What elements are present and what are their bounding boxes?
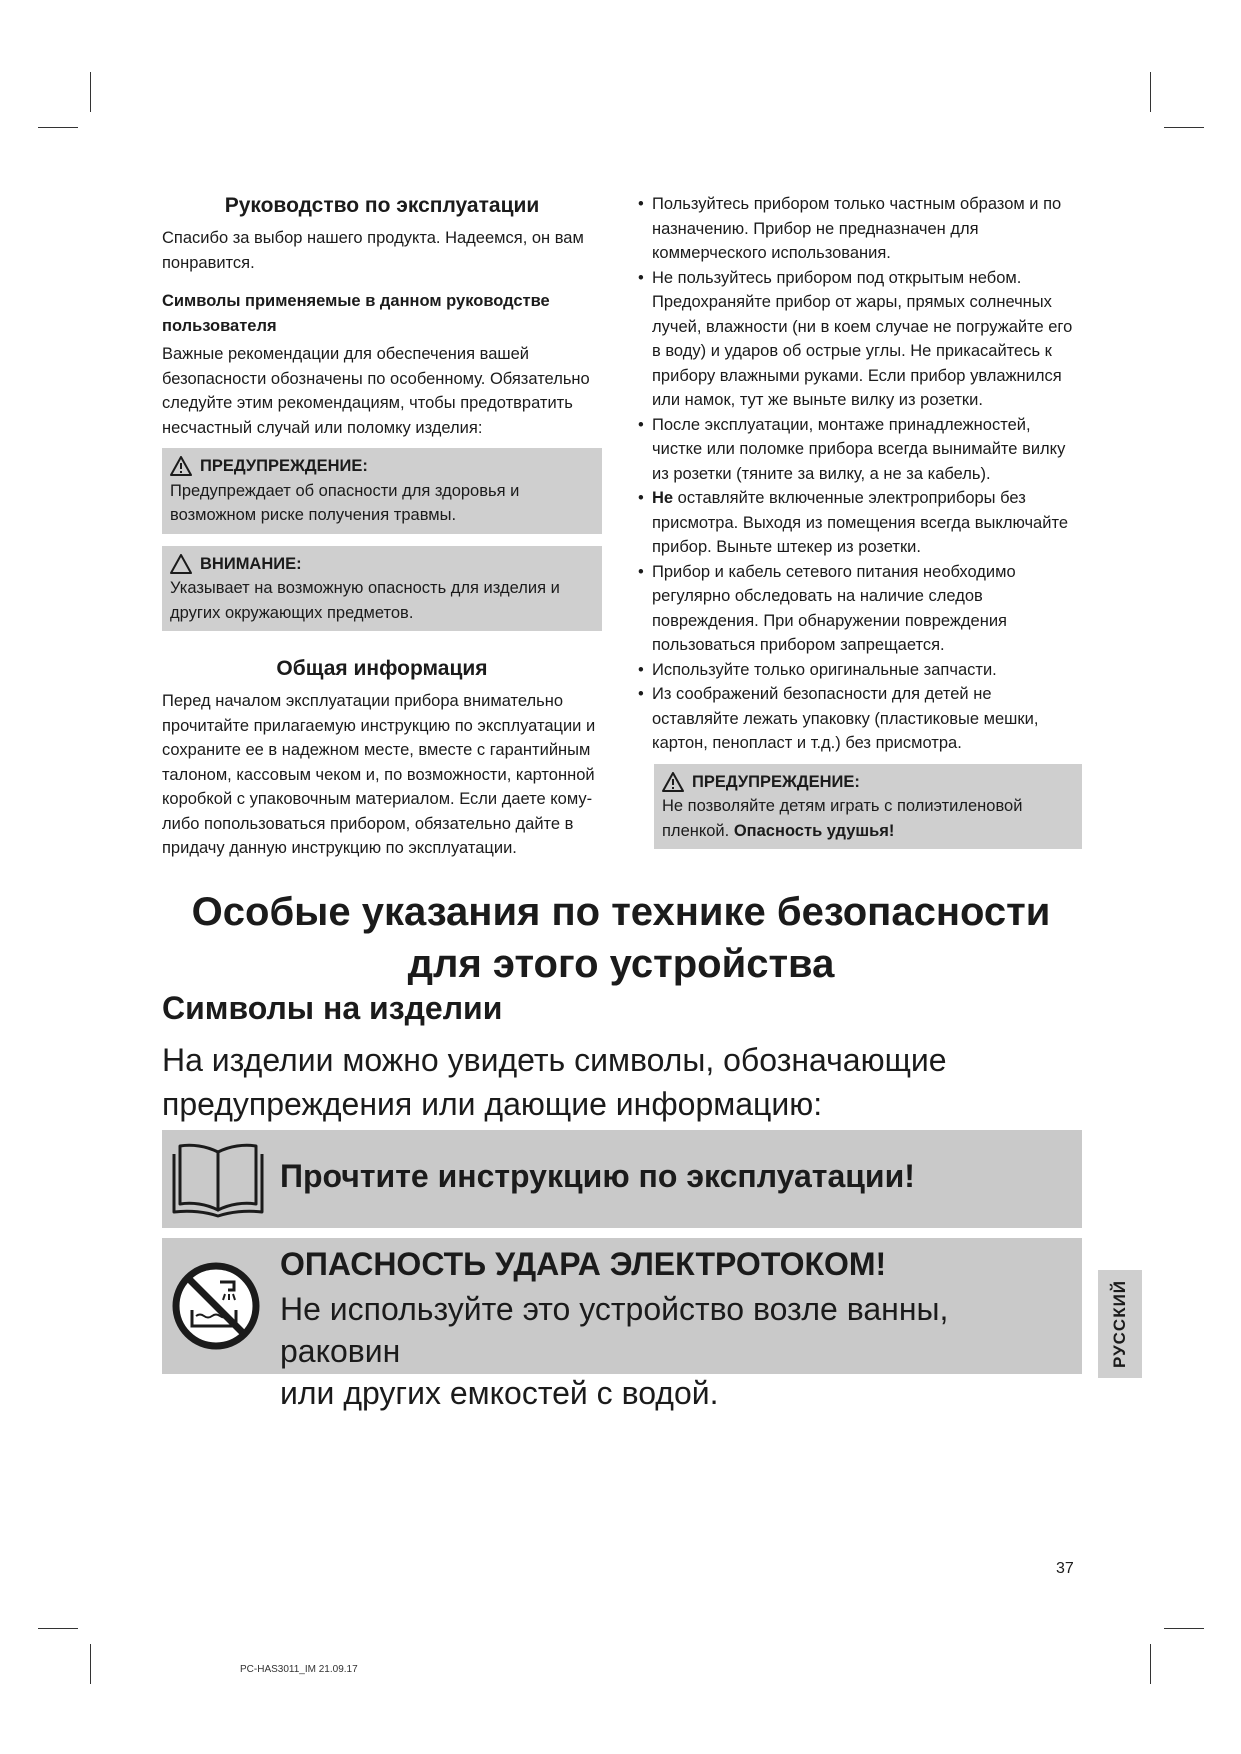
crop-mark xyxy=(90,1644,91,1684)
electric-shock-box xyxy=(162,1238,1082,1411)
warning-triangle-icon xyxy=(170,456,192,476)
manual-title: Руководство по эксплуатации xyxy=(224,194,540,217)
suffocation-warning: Опасность удушья! xyxy=(733,821,895,840)
caution-box-title xyxy=(170,552,594,577)
caution-text: Указывает на возможную опасность для изделия и других окружающих предметов. xyxy=(170,579,560,622)
child-warning-box xyxy=(654,764,1082,850)
list-item: • После эксплуатации, монтаже принадлежностей, чистке или поломке прибора всегда вынимайте вилку из розетки (тяните за вилку, а не за кабель). xyxy=(638,415,1066,483)
child-warning-text: Не позволяйте детям играть с полиэтиленовой пленкой. Опасность удушья! xyxy=(662,797,1023,840)
list-item: • Используйте только оригинальные запчасти. xyxy=(638,660,997,679)
crop-mark xyxy=(38,1628,78,1629)
language-label: РУССКИЙ xyxy=(1110,1279,1129,1369)
list-item: • Не пользуйтесь прибором под открытым небом. Предохраняйте прибор от жары, прямых солнечных лучей, влажности (ни в коем случае не погружайте его в воду) и ударов об острые углы. Не прикасайтесь к прибору влажными руками. Если прибор увлажнился или намок, тут же выньте вилку из розетки. xyxy=(638,268,1073,409)
caution-title: ВНИМАНИЕ: xyxy=(200,554,302,573)
warning-box xyxy=(162,448,602,534)
list-item: • Не оставляйте включенные электроприборы без присмотра. Выходя из помещения всегда выключайте прибор. Выньте штекер из розетки. xyxy=(638,489,1068,556)
no-water-icon xyxy=(170,1260,262,1352)
warning-box-title xyxy=(170,454,594,479)
child-warning-title-row xyxy=(662,770,1074,795)
list-item: • Из соображений безопасности для детей не оставляйте лежать упаковку (пластиковые мешки, картон, пенопласт и т.д.) без присмотра. xyxy=(638,685,1039,752)
product-symbols-text: На изделии можно увидеть символы, обозначающие предупреждения или дающие информацию: xyxy=(162,1042,947,1122)
list-item: • Прибор и кабель сетевого питания необходимо регулярно обследовать на наличие следов повреждения. При обнаружении повреждения пользоваться прибором запрещается. xyxy=(638,562,1016,654)
warning-text: Предупреждает об опасности для здоровья и возможном риске получения травмы. xyxy=(170,481,520,524)
crop-mark xyxy=(38,127,78,128)
warning-title: ПРЕДУПРЕЖДЕНИЕ: xyxy=(200,457,368,475)
shock-danger-title: ОПАСНОСТЬ УДАРА ЭЛЕКТРОТОКОМ! xyxy=(280,1246,887,1282)
product-symbols-heading: Символы на изделии xyxy=(162,990,503,1026)
caution-box xyxy=(162,546,602,632)
special-safety-title: Особые указания по технике безопасности для этого устройства xyxy=(191,890,1051,986)
caution-triangle-icon xyxy=(170,554,192,574)
general-info-title: Общая информация xyxy=(276,657,488,680)
read-manual-text: Прочтите инструкцию по эксплуатации! xyxy=(280,1158,915,1194)
warning-triangle-icon xyxy=(662,772,684,792)
symbols-guide-heading: Символы применяемые в данном руководстве пользователя xyxy=(162,292,550,335)
symbols-guide-intro: Важные рекомендации для обеспечения вашей безопасности обозначены по особенному. Обязательно следуйте этим рекомендациям, чтобы предотвратить несчастный случай или поломку изделия: xyxy=(162,345,590,437)
child-warning-title: ПРЕДУПРЕЖДЕНИЕ: xyxy=(692,772,860,791)
right-column xyxy=(636,192,1082,861)
language-tab xyxy=(1098,1270,1142,1378)
crop-mark xyxy=(1164,127,1204,128)
shock-danger-text: Не используйте это устройство возле ванны, раковин или других емкостей с водой. xyxy=(280,1291,949,1411)
safety-bullet-list xyxy=(636,192,1082,756)
crop-mark xyxy=(1164,1628,1204,1629)
read-manual-box xyxy=(162,1130,1082,1228)
list-item: • Пользуйтесь прибором только частным образом и по назначению. Прибор не предназначен для коммерческого использования. xyxy=(638,195,1062,262)
crop-mark xyxy=(90,72,91,112)
page-number: 37 xyxy=(1056,1560,1074,1577)
footer-code: PC-HAS3011_IM 21.09.17 xyxy=(240,1664,358,1675)
left-column xyxy=(162,192,602,861)
book-icon xyxy=(170,1138,266,1218)
bold-prefix: Не xyxy=(652,489,674,507)
thanks-text: Спасибо за выбор нашего продукта. Надеемся, он вам понравится. xyxy=(162,229,584,272)
general-info-text: Перед началом эксплуатации прибора внимательно прочитайте прилагаемую инструкцию по эксплуатации и сохраните ее в надежном месте, вместе с гарантийным талоном, кассовым чеком и, по возможности, картонной коробкой с упаковочным материалом. Если даете кому-либо попользоваться прибором, обязательно дайте в придачу данную инструкцию по эксплуатации. xyxy=(162,692,596,857)
crop-mark xyxy=(1150,72,1151,112)
crop-mark xyxy=(1150,1644,1151,1684)
